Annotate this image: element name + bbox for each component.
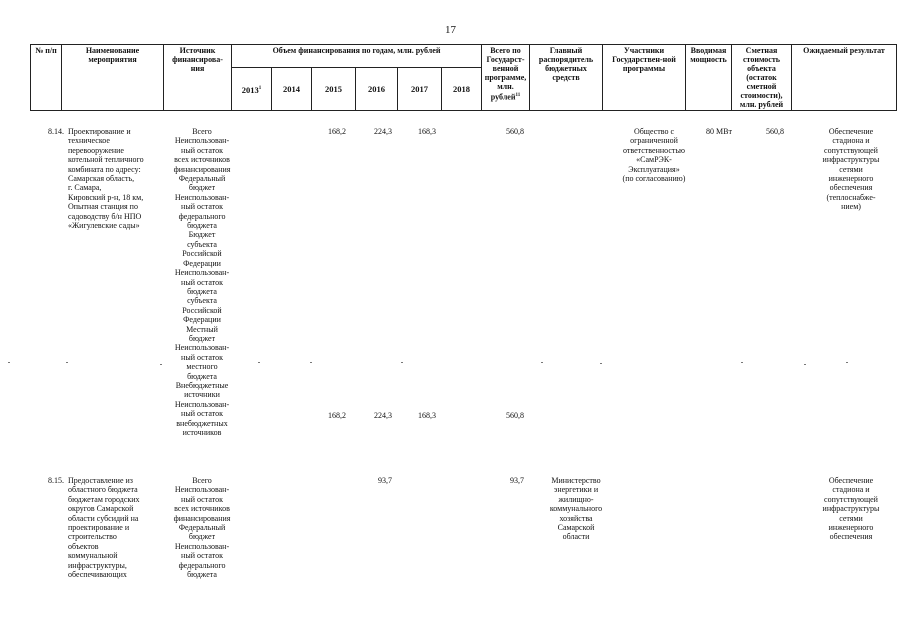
row-8-14-estimated-cost: 560,8 bbox=[766, 127, 784, 136]
page-number: 17 bbox=[445, 24, 456, 36]
header-year-2016: 2016 bbox=[356, 68, 398, 111]
participant-line: Общество с bbox=[633, 127, 675, 136]
source-line: Неиспользован- bbox=[174, 541, 230, 551]
row-8-14-offbudget-total: 560,8 bbox=[506, 411, 524, 420]
header-estimated-cost: Сметная стоимость объекта (остаток сметной стоимости), млн. рублей bbox=[732, 45, 792, 111]
source-line: ный остаток bbox=[181, 352, 223, 362]
name-line: инфраструктуры, bbox=[68, 560, 127, 570]
source-line: бюджета bbox=[187, 371, 217, 381]
scan-speck bbox=[741, 362, 743, 363]
scan-speck bbox=[258, 362, 260, 363]
name-line: области субсидий на bbox=[68, 513, 139, 523]
source-line: Бюджет bbox=[188, 230, 216, 240]
source-line: Неиспользован- bbox=[174, 399, 230, 409]
row-8-14-offbudget-2017: 168,3 bbox=[418, 411, 436, 420]
result-line: инфраструктуры bbox=[822, 504, 880, 514]
result-line: стадиона и bbox=[832, 136, 870, 146]
source-line: Неиспользован- bbox=[174, 485, 230, 495]
row-8-14-total: 560,8 bbox=[506, 127, 524, 136]
result-line: инженерного bbox=[828, 523, 874, 533]
source-line: Неиспользован- bbox=[174, 136, 230, 146]
source-line: Российской bbox=[182, 305, 222, 315]
row-8-14-offbudget-2016: 224,3 bbox=[374, 411, 392, 420]
result-line: инженерного bbox=[828, 174, 874, 184]
result-line: инфраструктуры bbox=[822, 155, 880, 165]
source-line: Федерации bbox=[183, 315, 221, 325]
header-year-2013: 2013$^1$ bbox=[232, 68, 272, 111]
source-line: субъекта bbox=[187, 239, 217, 249]
name-line: Проектирование и bbox=[68, 127, 131, 136]
source-line: источников bbox=[182, 428, 222, 437]
source-line: бюджет bbox=[188, 183, 216, 193]
header-volume: Объем финансирования по годам, млн. рублей bbox=[232, 45, 482, 68]
row-8-14-source bbox=[162, 127, 242, 437]
source-line: федерального bbox=[178, 560, 226, 570]
name-line: Предоставление из bbox=[68, 476, 133, 485]
name-line: объектов bbox=[68, 541, 99, 551]
name-line: бюджетам городских bbox=[68, 494, 140, 504]
source-line: ный остаток bbox=[181, 202, 223, 212]
scan-speck bbox=[600, 363, 602, 364]
result-line: сопутствующей bbox=[824, 145, 878, 155]
participant-line: (по согласованию) bbox=[622, 174, 686, 184]
row-8-14-participants bbox=[608, 127, 700, 183]
header-year-2015: 2015 bbox=[312, 68, 356, 111]
source-line: Федеральный bbox=[178, 174, 226, 184]
row-8-15-name bbox=[68, 476, 168, 579]
source-line: финансирования bbox=[173, 164, 231, 174]
source-line: бюджета bbox=[187, 221, 217, 231]
source-line: всех источников bbox=[174, 504, 230, 514]
scan-speck bbox=[804, 364, 806, 365]
participant-line: Эксплуатация» bbox=[628, 164, 680, 174]
source-line: ный остаток bbox=[181, 409, 223, 419]
name-line: перевооружение bbox=[68, 145, 124, 155]
header-capacity: Вводимая мощность bbox=[686, 45, 732, 111]
result-line: (теплоснабже- bbox=[826, 192, 876, 202]
header-table bbox=[30, 44, 897, 111]
result-line: обеспечения bbox=[829, 532, 873, 542]
name-line: проектирование и bbox=[68, 523, 130, 533]
source-line: бюджет bbox=[188, 532, 216, 542]
scan-speck bbox=[541, 362, 543, 363]
source-line: бюджета bbox=[187, 286, 217, 296]
source-line: Неиспользован- bbox=[174, 192, 230, 202]
source-line: бюджета bbox=[187, 570, 217, 580]
row-8-15-num: 8.15. bbox=[48, 476, 64, 485]
source-line: источники bbox=[184, 390, 220, 400]
row-8-14-2016: 224,3 bbox=[374, 127, 392, 136]
participant-line: ответственностью bbox=[622, 145, 686, 155]
row-8-14-offbudget-2015: 168,2 bbox=[328, 411, 346, 420]
source-line: Внебюджетные bbox=[175, 380, 229, 390]
name-line: техническое bbox=[68, 136, 110, 146]
scan-speck bbox=[310, 362, 312, 363]
source-line: Российской bbox=[182, 249, 222, 259]
result-line: обеспечения bbox=[829, 183, 873, 193]
source-line: местного bbox=[186, 362, 218, 372]
result-line: сетями bbox=[839, 164, 863, 174]
source-line: бюджет bbox=[188, 333, 216, 343]
scan-speck bbox=[401, 362, 403, 363]
manager-line: области bbox=[562, 532, 590, 542]
manager-line: коммунального bbox=[549, 504, 603, 514]
result-line: Обеспечение bbox=[828, 127, 874, 136]
result-line: сопутствующей bbox=[824, 494, 878, 504]
manager-line: жилищно- bbox=[558, 494, 594, 504]
name-line: обеспечивающих bbox=[68, 570, 127, 580]
name-line: Кировский р-н, 18 км, bbox=[68, 192, 144, 202]
result-line: сетями bbox=[839, 513, 863, 523]
source-line: Федерации bbox=[183, 258, 221, 268]
source-line: ный остаток bbox=[181, 277, 223, 287]
name-line: «Жигулевские сады» bbox=[68, 221, 140, 231]
source-line: ный остаток bbox=[181, 551, 223, 561]
header-participants: Участники Государствен-ной программы bbox=[603, 45, 686, 111]
row-8-15-result bbox=[806, 476, 896, 542]
header-source: Источник финансирова-ния bbox=[164, 45, 232, 111]
row-8-15-source bbox=[162, 476, 242, 579]
manager-line: Самарской bbox=[557, 523, 595, 533]
participant-line: ограниченной bbox=[630, 136, 678, 146]
name-line: Самарская область, bbox=[68, 174, 135, 184]
result-line: стадиона и bbox=[832, 485, 870, 495]
source-line: Неиспользован- bbox=[174, 268, 230, 278]
name-line: котельной тепличного bbox=[68, 155, 144, 165]
scan-speck bbox=[846, 362, 848, 363]
result-line: нием) bbox=[841, 202, 861, 212]
header-year-2018: 2018 bbox=[442, 68, 482, 111]
manager-line: Министерство bbox=[551, 476, 601, 485]
scan-speck bbox=[160, 364, 162, 365]
source-line: субъекта bbox=[187, 296, 217, 306]
name-line: коммунальной bbox=[68, 551, 118, 561]
name-line: строительство bbox=[68, 532, 117, 542]
source-line: федерального bbox=[178, 211, 226, 221]
row-8-14-2015: 168,2 bbox=[328, 127, 346, 136]
header-name: Наименование мероприятия bbox=[62, 45, 164, 111]
name-line: округов Самарской bbox=[68, 504, 134, 514]
header-expected-result: Ожидаемый результат bbox=[792, 45, 897, 111]
header-total: Всего по Государст-венной программе, млн. рублей$^{11}$ bbox=[482, 45, 530, 111]
row-8-15-total: 93,7 bbox=[510, 476, 524, 485]
source-line: финансирования bbox=[173, 513, 231, 523]
source-line: Федеральный bbox=[178, 523, 226, 533]
source-line: ный остаток bbox=[181, 494, 223, 504]
source-line: Всего bbox=[192, 127, 212, 136]
name-line: г. Самара, bbox=[68, 183, 102, 193]
source-line: внебюджетных bbox=[176, 418, 228, 428]
header-year-2014: 2014 bbox=[272, 68, 312, 111]
name-line: комбината по адресу: bbox=[68, 164, 141, 174]
manager-line: энергетики и bbox=[553, 485, 599, 495]
row-8-14-num: 8.14. bbox=[48, 127, 64, 136]
manager-line: хозяйства bbox=[559, 513, 593, 523]
name-line: садоводству б/н НПО bbox=[68, 211, 142, 221]
source-line: Местный bbox=[186, 324, 218, 334]
name-line: Опытная станция по bbox=[68, 202, 138, 212]
row-8-15-main-manager bbox=[536, 476, 616, 542]
participant-line: «СамРЭК- bbox=[636, 155, 672, 165]
row-8-14-capacity: 80 МВт bbox=[706, 127, 732, 136]
result-line: Обеспечение bbox=[828, 476, 874, 485]
row-8-14-2017: 168,3 bbox=[418, 127, 436, 136]
scan-speck bbox=[8, 362, 10, 363]
name-line: областного бюджета bbox=[68, 485, 138, 495]
source-line: Неиспользован- bbox=[174, 343, 230, 353]
row-8-14-result bbox=[806, 127, 896, 212]
header-num: № п/п bbox=[31, 45, 62, 111]
source-line: всех источников bbox=[174, 155, 230, 165]
scan-speck bbox=[66, 362, 68, 363]
row-8-15-2016: 93,7 bbox=[378, 476, 392, 485]
source-line: Всего bbox=[192, 476, 212, 485]
source-line: ный остаток bbox=[181, 145, 223, 155]
header-main-manager: Главный распорядитель бюджетных средств bbox=[530, 45, 603, 111]
header-year-2017: 2017 bbox=[398, 68, 442, 111]
row-8-14-name bbox=[68, 127, 168, 230]
